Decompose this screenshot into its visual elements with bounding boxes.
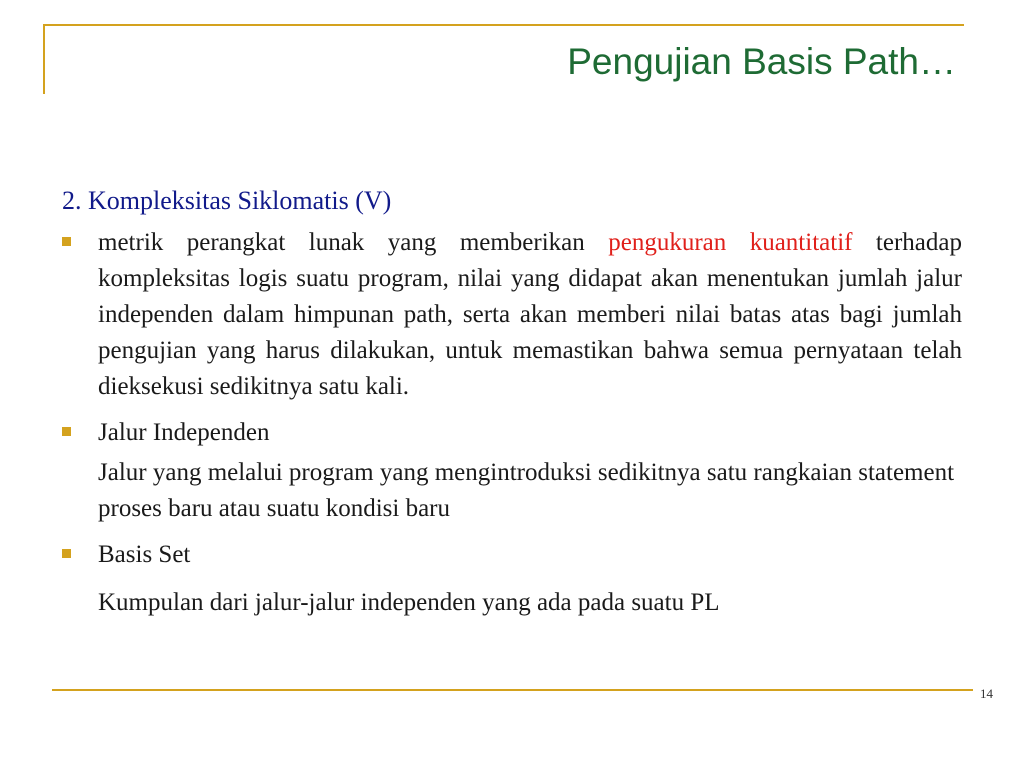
jalur-independen-label: Jalur Independen — [98, 419, 270, 446]
definition-highlight: pengukuran kuantitatif — [608, 229, 853, 256]
bullet-square-icon — [62, 237, 71, 246]
page-number: 14 — [980, 686, 993, 701]
bullet-item-definition — [62, 225, 962, 405]
bullet-square-icon — [62, 427, 71, 436]
frame-bottom-line — [52, 689, 973, 691]
basis-set-label: Basis Set — [98, 541, 191, 568]
slide-title: Pengujian Basis Path… — [567, 41, 956, 82]
bullet-item-basis-set — [62, 537, 962, 573]
basis-set-description: Kumpulan dari jalur-jalur independen yang ada pada suatu PL — [98, 589, 720, 616]
definition-text-start: metrik perangkat lunak yang memberikan — [98, 229, 609, 256]
jalur-independen-description: Jalur yang melalui program yang mengintroduksi sedikitnya satu rangkaian statement proses baru atau suatu kondisi baru — [98, 459, 955, 522]
bullet-item-jalur-independen — [62, 415, 962, 451]
frame-top-line — [43, 24, 964, 26]
slide-content — [62, 182, 962, 621]
bullet-square-icon — [62, 549, 71, 558]
definition-text-end: terhadap kompleksitas logis suatu program, nilai yang didapat akan menentukan jumlah jalur independen dalam himpunan path, serta akan memberi nilai batas atas bagi jumlah pengujian yang harus dilakukan, untuk memastikan bahwa semua pernyataan telah dieksekusi sedikitnya satu kali. — [98, 229, 962, 400]
frame-left-line — [43, 24, 45, 94]
section-heading: 2. Kompleksitas Siklomatis (V) — [62, 186, 392, 215]
